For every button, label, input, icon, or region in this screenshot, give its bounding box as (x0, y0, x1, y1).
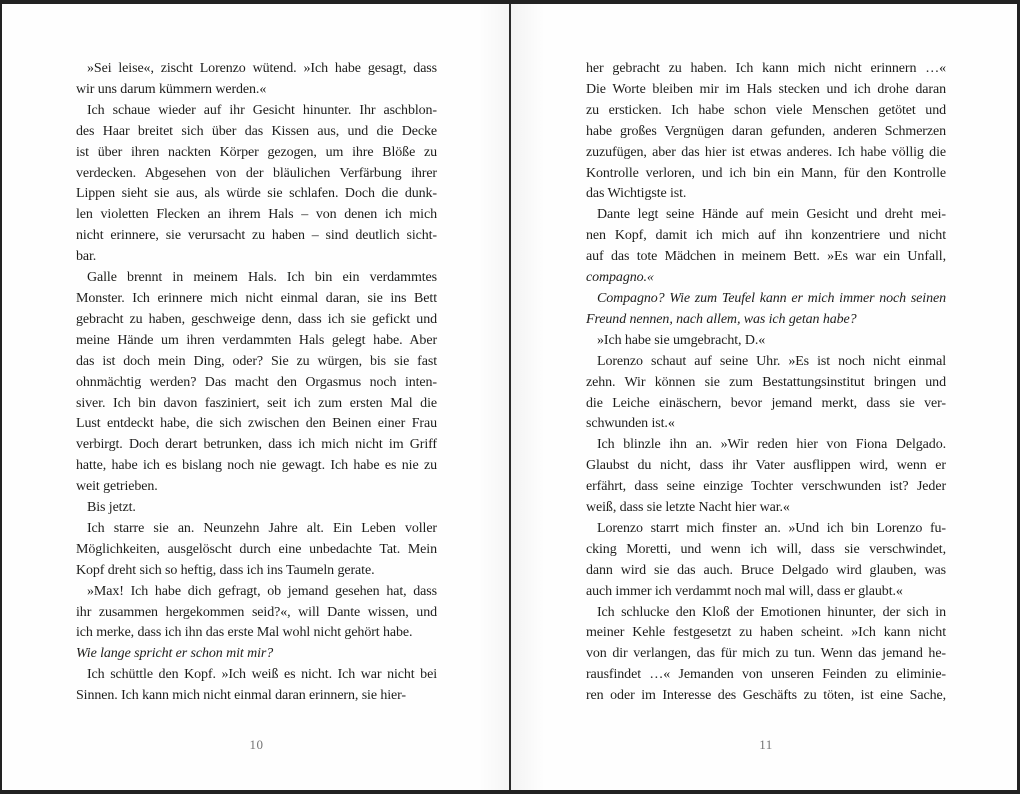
text-line: Lorenzo schaut auf seine Uhr. »Es ist noch nicht einmal (597, 353, 946, 369)
text-line: Ich schlucke den Kloß der Emotionen hinunter, der sich in (597, 604, 946, 620)
page-gutter-line (509, 0, 511, 794)
text-line: ich merke, dass ich ihn das erste Mal wohl nicht gehört habe. (76, 625, 413, 641)
text-line: siver. Ich bin davon fasziniert, seit ich zum ersten Mal die (76, 395, 437, 411)
text-line: verdecken. Abgesehen von der bläulichen Verfärbung ihrer (76, 165, 437, 181)
text-line: dann wird sie das auch. Bruce Delgado wird glauben, was (586, 562, 946, 578)
text-line: Kopf dreht sich so heftig, dass ich ins Taumeln gerate. (76, 562, 375, 578)
text-line: nen Kopf, damit ich mich auf ihn konzentriere und nicht (586, 228, 946, 244)
text-line: nicht erinnere, sie verursacht zu haben – sind deutlich sicht- (76, 228, 437, 244)
text-line: das ist doch mein Ding, oder? Sie zu würgen, bis sie fast (76, 353, 437, 369)
text-line: Monster. Ich erinnere mich nicht einmal daran, sie ins Bett (76, 290, 437, 306)
text-line: zu ersticken. Ich habe schon viele Menschen getötet und (586, 102, 946, 118)
page-number-left: 10 (249, 737, 264, 752)
text-line: Lust entdeckt habe, die sich zwischen den Beinen einer Frau (76, 416, 437, 432)
text-line: Die Worte bleiben mir im Hals stecken und ich drohe daran (586, 81, 946, 97)
text-line: Sinnen. Ich kann mich nicht einmal daran erinnern, sie hier- (76, 688, 406, 704)
frame-edge-left (0, 0, 2, 794)
text-line: von dir verlangen, das für mich zu tun. Wenn das jemand he- (586, 646, 946, 662)
text-line: zehn. Wir können sie zum Bestattungsinstitut bringen und (586, 374, 946, 390)
text-line: ren oder im Interesse des Geschäfts zu töten, ist eine Sache, (586, 688, 946, 704)
text-line: bar. (76, 249, 97, 265)
text-line: her gebracht zu haben. Ich kann mich nicht erinnern …« (586, 61, 946, 76)
text-line: »Max! Ich habe dich gefragt, ob jemand gesehen hat, dass (87, 583, 437, 599)
text-line: habe großes Vergnügen daran gefunden, anderen Schmerzen (586, 123, 946, 139)
text-line: hatte, habe ich es bislang noch nie gewagt. Ich habe es nie zu (76, 458, 437, 474)
text-line: »Ich habe sie umgebracht, D.« (597, 332, 766, 348)
text-line: weit getrieben. (76, 479, 158, 495)
text-line: Ich schüttle den Kopf. »Ich weiß es nicht. Ich war nicht bei (87, 667, 437, 683)
text-line: auch immer ich verdammt noch mal will, dass er glaubt.« (586, 583, 903, 599)
text-line: rausfindet …« Jemanden von unseren Feinden zu eliminie- (586, 667, 946, 683)
text-line: verbirgt. Doch derart betrunken, dass ich mich nicht im Griff (76, 437, 437, 453)
text-line: wir uns darum kümmern werden.« (76, 81, 267, 97)
text-line: ohnmächtig werden? Das macht den Orgasmus noch inten- (76, 374, 437, 390)
text-line: Lippen sieht sie aus, als würde sie schlafen. Doch die dunk- (76, 186, 437, 202)
text-line: zuzufügen, aber das hier ist etwas anderes. Ich habe völlig die (586, 144, 946, 160)
text-line: Compagno? Wie zum Teufel kann er mich immer noch seinen (597, 290, 946, 306)
text-line: Ich starre sie an. Neunzehn Jahre alt. Ein Leben voller (87, 520, 437, 536)
page-right (511, 4, 1017, 790)
text-line: Wie lange spricht er schon mit mir? (76, 646, 274, 662)
page-number-right: 11 (759, 737, 773, 752)
text-line: auf das tote Mädchen in meinem Bett. »Es war ein Unfall, (586, 249, 946, 265)
text-line: des Haar breitet sich über das Kissen aus, und die Decke (76, 123, 437, 139)
text-line: Lorenzo starrt mich finster an. »Und ich bin Lorenzo fu- (597, 520, 946, 536)
textblock-right (586, 59, 946, 707)
text-line: len violetten Flecken an ihrem Hals – von denen ich mich (76, 207, 437, 223)
text-line: Bis jetzt. (87, 500, 136, 516)
text-line: meiner Kehle festgesetzt zu haben scheint. »Ich kann nicht (586, 625, 946, 641)
text-line: Dante legt seine Hände auf mein Gesicht und dreht mei- (597, 207, 946, 223)
textblock-left (76, 59, 437, 707)
text-line: gebracht zu haben, geschweige denn, dass ich sie gefickt und (76, 311, 437, 327)
text-line: meine Hände um ihren verdammten Hals gelegt habe. Aber (76, 332, 437, 348)
text-line: erfährt, dass seine einzige Tochter verschwunden ist? Jeder (586, 479, 946, 495)
text-line: Ich blinzle ihn an. »Wir reden hier von Fiona Delgado. (597, 437, 946, 453)
text-line: schwunden ist.« (586, 416, 675, 432)
text-line: ist über ihren nackten Körper gezogen, um ihre Blöße zu (76, 144, 437, 160)
text-line: weiß, dass sie letzte Nacht hier war.« (586, 500, 790, 516)
frame-edge-bottom (0, 790, 1020, 794)
text-line: compagno.« (586, 270, 654, 286)
text-line: Glaubst du nicht, dass ihr Vater ausflippen wird, wenn er (586, 458, 946, 474)
text-line: cking Moretti, und wenn ich will, dass sie verschwindet, (586, 541, 946, 557)
text-line: Freund nennen, nach allem, was ich getan habe? (586, 311, 857, 327)
text-line: Ich schaue wieder auf ihr Gesicht hinunter. Ihr aschblon- (87, 102, 437, 118)
text-line: »Sei leise«, zischt Lorenzo wütend. »Ich habe gesagt, dass (87, 61, 437, 76)
page-left (2, 4, 509, 790)
text-line: Galle brennt in meinem Hals. Ich bin ein verdammtes (87, 270, 437, 286)
text-line: das Wichtigste ist. (586, 186, 687, 202)
text-line: Kontrolle verloren, und ich bin ein Mann, für den Kontrolle (586, 165, 946, 181)
frame-edge-top (0, 0, 1020, 4)
text-line: ihr zusammen hergekommen seid?«, will Dante wissen, und (76, 604, 437, 620)
text-line: Möglichkeiten, ausgelöscht durch eine unbedachte Tat. Mein (76, 541, 437, 557)
text-line: die Leiche einäschern, bevor jemand merkt, dass sie ver- (586, 395, 946, 411)
